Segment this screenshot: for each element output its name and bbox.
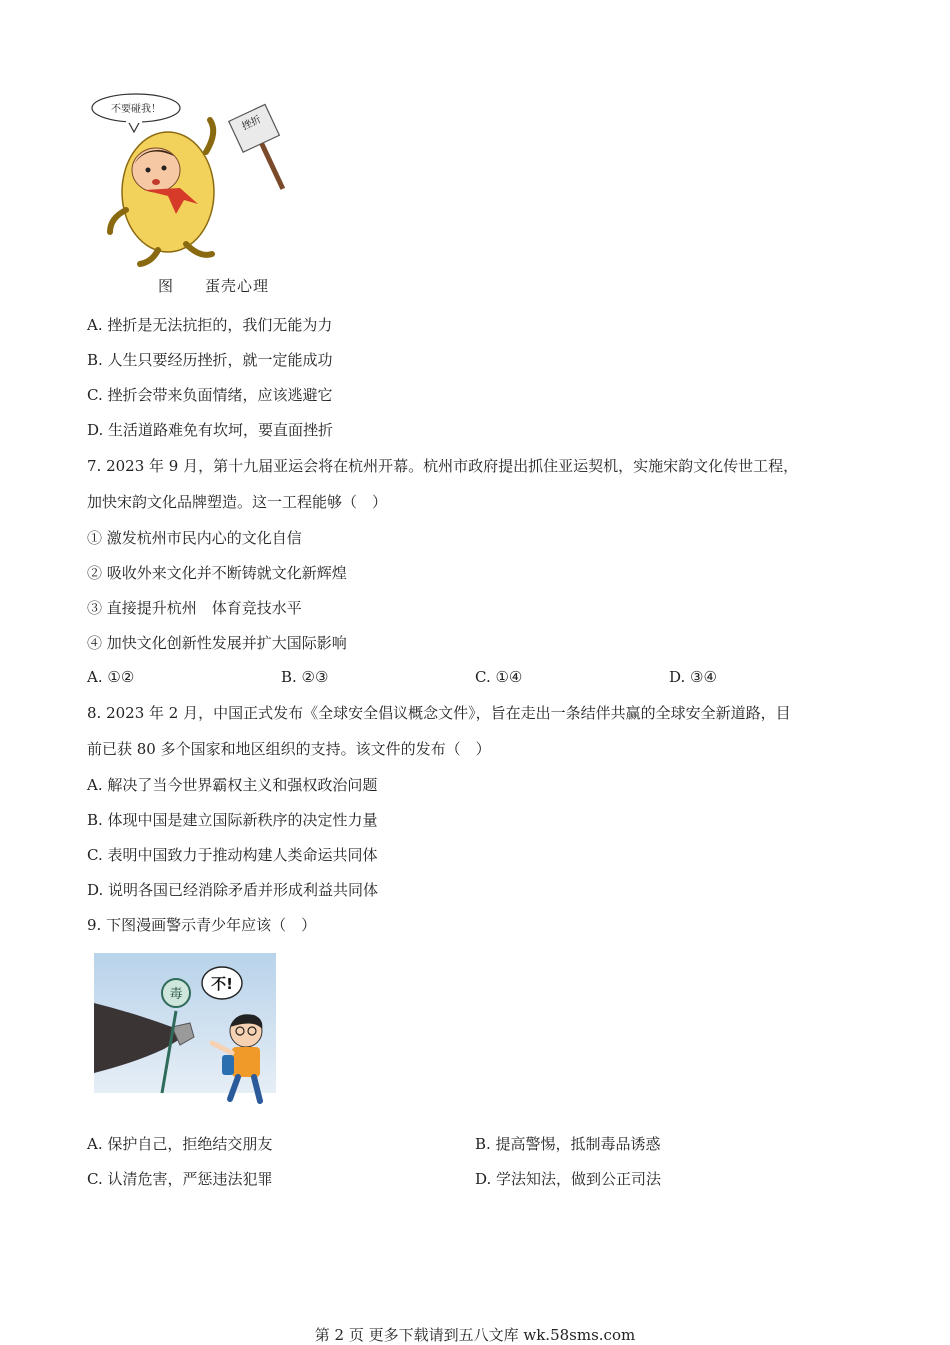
- q9-option-b: B. 提高警惕，抵制毒品诱惑: [475, 1135, 661, 1153]
- sign-text: 挫折: [240, 114, 264, 133]
- q7-option-a: A. ①②: [87, 668, 135, 686]
- q8-option-d: D. 说明各国已经消除矛盾并形成利益共同体: [87, 881, 379, 899]
- q9-option-a: A. 保护自己，拒绝结交朋友: [87, 1135, 273, 1153]
- figure1-caption-label: 图: [158, 277, 175, 295]
- drug-sign-text: 毒: [169, 987, 183, 1002]
- q8-option-c: C. 表明中国致力于推动构建人类命运共同体: [87, 846, 378, 864]
- q9-option-d: D. 学法知法，做到公正司法: [475, 1170, 662, 1188]
- q8-option-a: A. 解决了当今世界霸权主义和强权政治问题: [87, 776, 378, 794]
- q9-stem: 9. 下图漫画警示青少年应该（ ）: [87, 916, 317, 934]
- q9-option-c: C. 认清危害，严惩违法犯罪: [87, 1170, 273, 1188]
- q8-stem-line1: 8. 2023 年 2 月，中国正式发布《全球安全倡议概念文件》，旨在走出一条结伴共赢的全球安全新道路，目: [87, 704, 791, 722]
- q6-option-b: B. 人生只要经历挫折，就一定能成功: [87, 351, 333, 369]
- page-footer: 第 2 页 更多下载请到五八文库 wk.58sms.com: [314, 1326, 636, 1344]
- drug-warning-cartoon: [94, 953, 276, 1113]
- q8-option-b: B. 体现中国是建立国际新秩序的决定性力量: [87, 811, 378, 829]
- q7-item-1: ① 激发杭州市民内心的文化自信: [87, 529, 302, 547]
- eggshell-cartoon: [88, 92, 308, 272]
- q7-option-b: B. ②③: [281, 668, 329, 686]
- eggshell-cartoon-drawing: [88, 92, 308, 272]
- q7-item-4: ④ 加快文化创新性发展并扩大国际影响: [87, 634, 347, 652]
- q6-option-d: D. 生活道路难免有坎坷，要直面挫折: [87, 421, 334, 439]
- bubble-text: 不!: [211, 975, 233, 993]
- q7-option-c: C. ①④: [475, 668, 523, 686]
- q7-stem-line2: 加快宋韵文化品牌塑造。这一工程能够（ ）: [87, 493, 388, 511]
- q7-item-2: ② 吸收外来文化并不断铸就文化新辉煌: [87, 564, 347, 582]
- q6-option-a: A. 挫折是无法抗拒的，我们无能为力: [87, 316, 333, 334]
- q8-stem-line2: 前已获 80 多个国家和地区组织的支持。该文件的发布（ ）: [87, 740, 491, 758]
- speech-text: 不要碰我！: [111, 104, 161, 115]
- q7-item-3: ③ 直接提升杭州 体育竞技水平: [87, 599, 302, 617]
- figure1-caption-title: 蛋壳心理: [205, 277, 270, 295]
- q7-option-d: D. ③④: [669, 668, 717, 686]
- q7-stem-line1: 7. 2023 年 9 月，第十九届亚运会将在杭州开幕。杭州市政府提出抓住亚运契机，实施宋韵文化传世工程，: [87, 457, 799, 475]
- q6-option-c: C. 挫折会带来负面情绪，应该逃避它: [87, 386, 333, 404]
- drug-warning-cartoon-drawing: [94, 953, 276, 1113]
